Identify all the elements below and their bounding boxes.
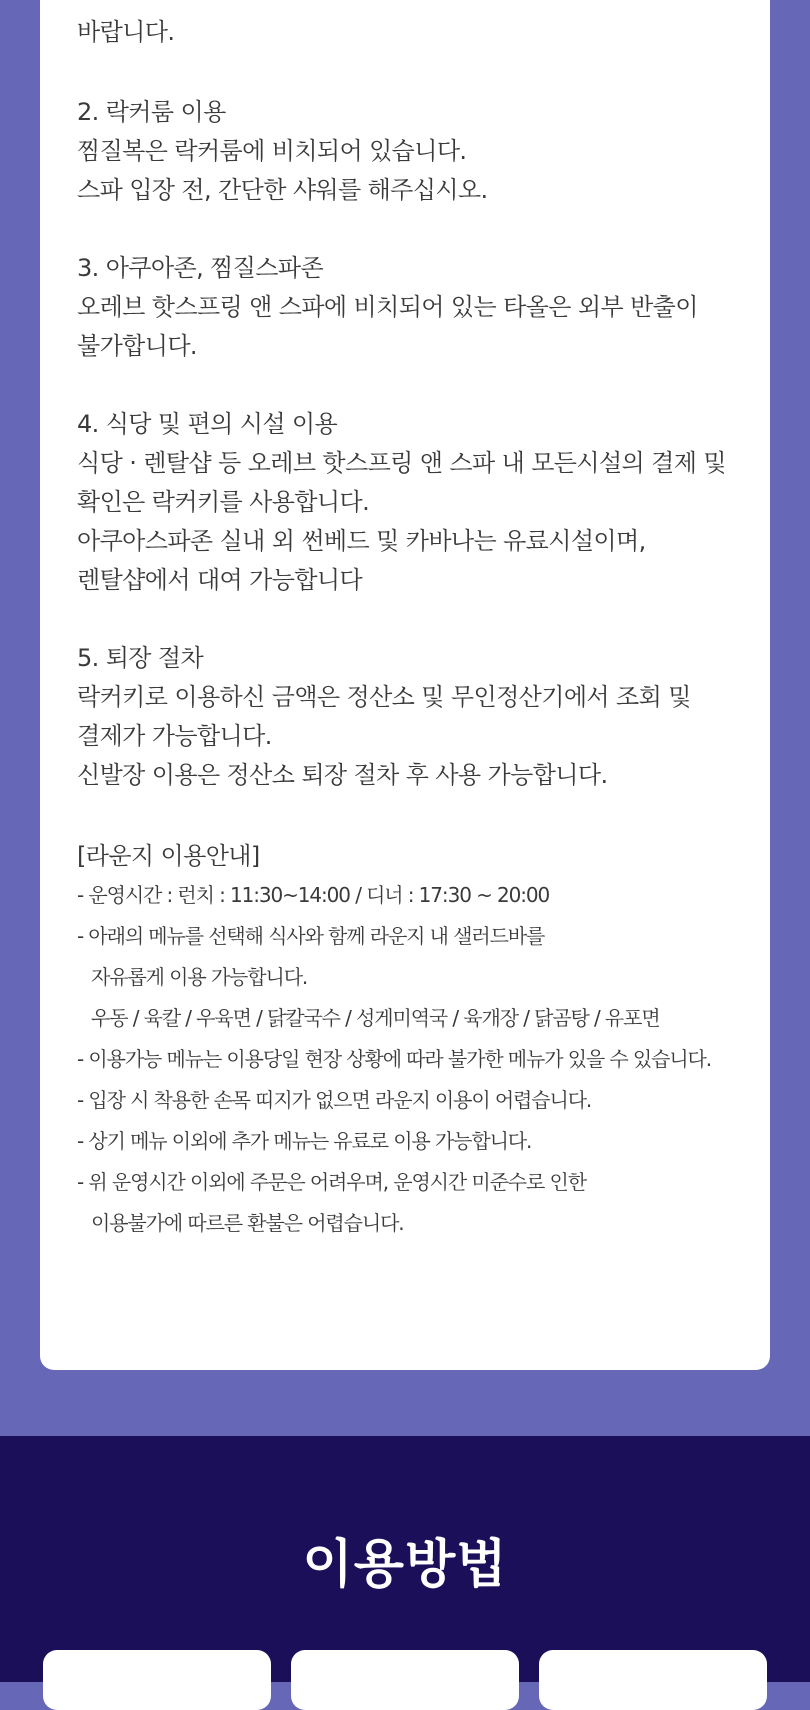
lounge-line: - 아래의 메뉴를 선택해 식사와 함께 라운지 내 샐러드바를 — [77, 924, 545, 948]
section-heading-locker-room: 2. 락커룸 이용 — [77, 98, 226, 126]
guide-line: 오레브 핫스프링 앤 스파에 비치되어 있는 타올은 외부 반출이 — [77, 293, 698, 321]
guide-line: 스파 입장 전, 간단한 샤워를 해주십시오. — [77, 176, 488, 204]
guide-line: 불가합니다. — [77, 332, 197, 360]
section-heading-exit: 5. 퇴장 절차 — [77, 644, 204, 672]
lounge-menu-list: 우동 / 육칼 / 우육면 / 닭칼국수 / 성게미역국 / 육개장 / 닭곰탕 / 유포면 — [91, 1006, 660, 1030]
lounge-line: 자유롭게 이용 가능합니다. — [91, 965, 308, 989]
lounge-line: - 위 운영시간 이외에 주문은 어려우며, 운영시간 미준수로 인한 — [77, 1170, 586, 1194]
guide-line: 렌탈샵에서 대여 가능합니다 — [77, 566, 363, 594]
guide-line: 결제가 가능합니다. — [77, 722, 272, 750]
lounge-line: 이용불가에 따르른 환불은 어렵습니다. — [91, 1211, 404, 1235]
usage-step-card[interactable] — [291, 1650, 519, 1710]
guide-line: 확인은 락커키를 사용합니다. — [77, 488, 370, 516]
section-heading-dining: 4. 식당 및 편의 시설 이용 — [77, 410, 338, 438]
guide-line: 찜질복은 락커룸에 비치되어 있습니다. — [77, 137, 467, 165]
lounge-heading: [라운지 이용안내] — [77, 842, 260, 870]
usage-step-card[interactable] — [539, 1650, 767, 1710]
guide-line: 신발장 이용은 정산소 퇴장 절차 후 사용 가능합니다. — [77, 761, 608, 789]
usage-method-title: 이용방법 — [302, 1535, 508, 1595]
usage-method-section — [0, 1436, 810, 1682]
usage-step-card[interactable] — [43, 1650, 271, 1710]
lounge-line: - 운영시간 : 런치 : 11:30~14:00 / 디너 : 17:30 ~ 20:00 — [77, 883, 550, 907]
lounge-line: - 이용가능 메뉴는 이용당일 현장 상황에 따라 불가한 메뉴가 있을 수 있습니다. — [77, 1047, 712, 1071]
section-heading-aqua-zone: 3. 아쿠아존, 찜질스파존 — [77, 254, 324, 282]
lounge-line: - 입장 시 착용한 손목 띠지가 없으면 라운지 이용이 어렵습니다. — [77, 1088, 592, 1112]
guide-line: 아쿠아스파존 실내 외 썬베드 및 카바나는 유료시설이며, — [77, 527, 646, 555]
lounge-line: - 상기 메뉴 이외에 추가 메뉴는 유료로 이용 가능합니다. — [77, 1129, 532, 1153]
guide-line: 락커키로 이용하신 금액은 정산소 및 무인정산기에서 조회 및 — [77, 683, 691, 711]
guide-line: 바랍니다. — [77, 18, 175, 46]
guide-line: 식당 · 렌탈샵 등 오레브 핫스프링 앤 스파 내 모든시설의 결제 및 — [77, 449, 726, 477]
